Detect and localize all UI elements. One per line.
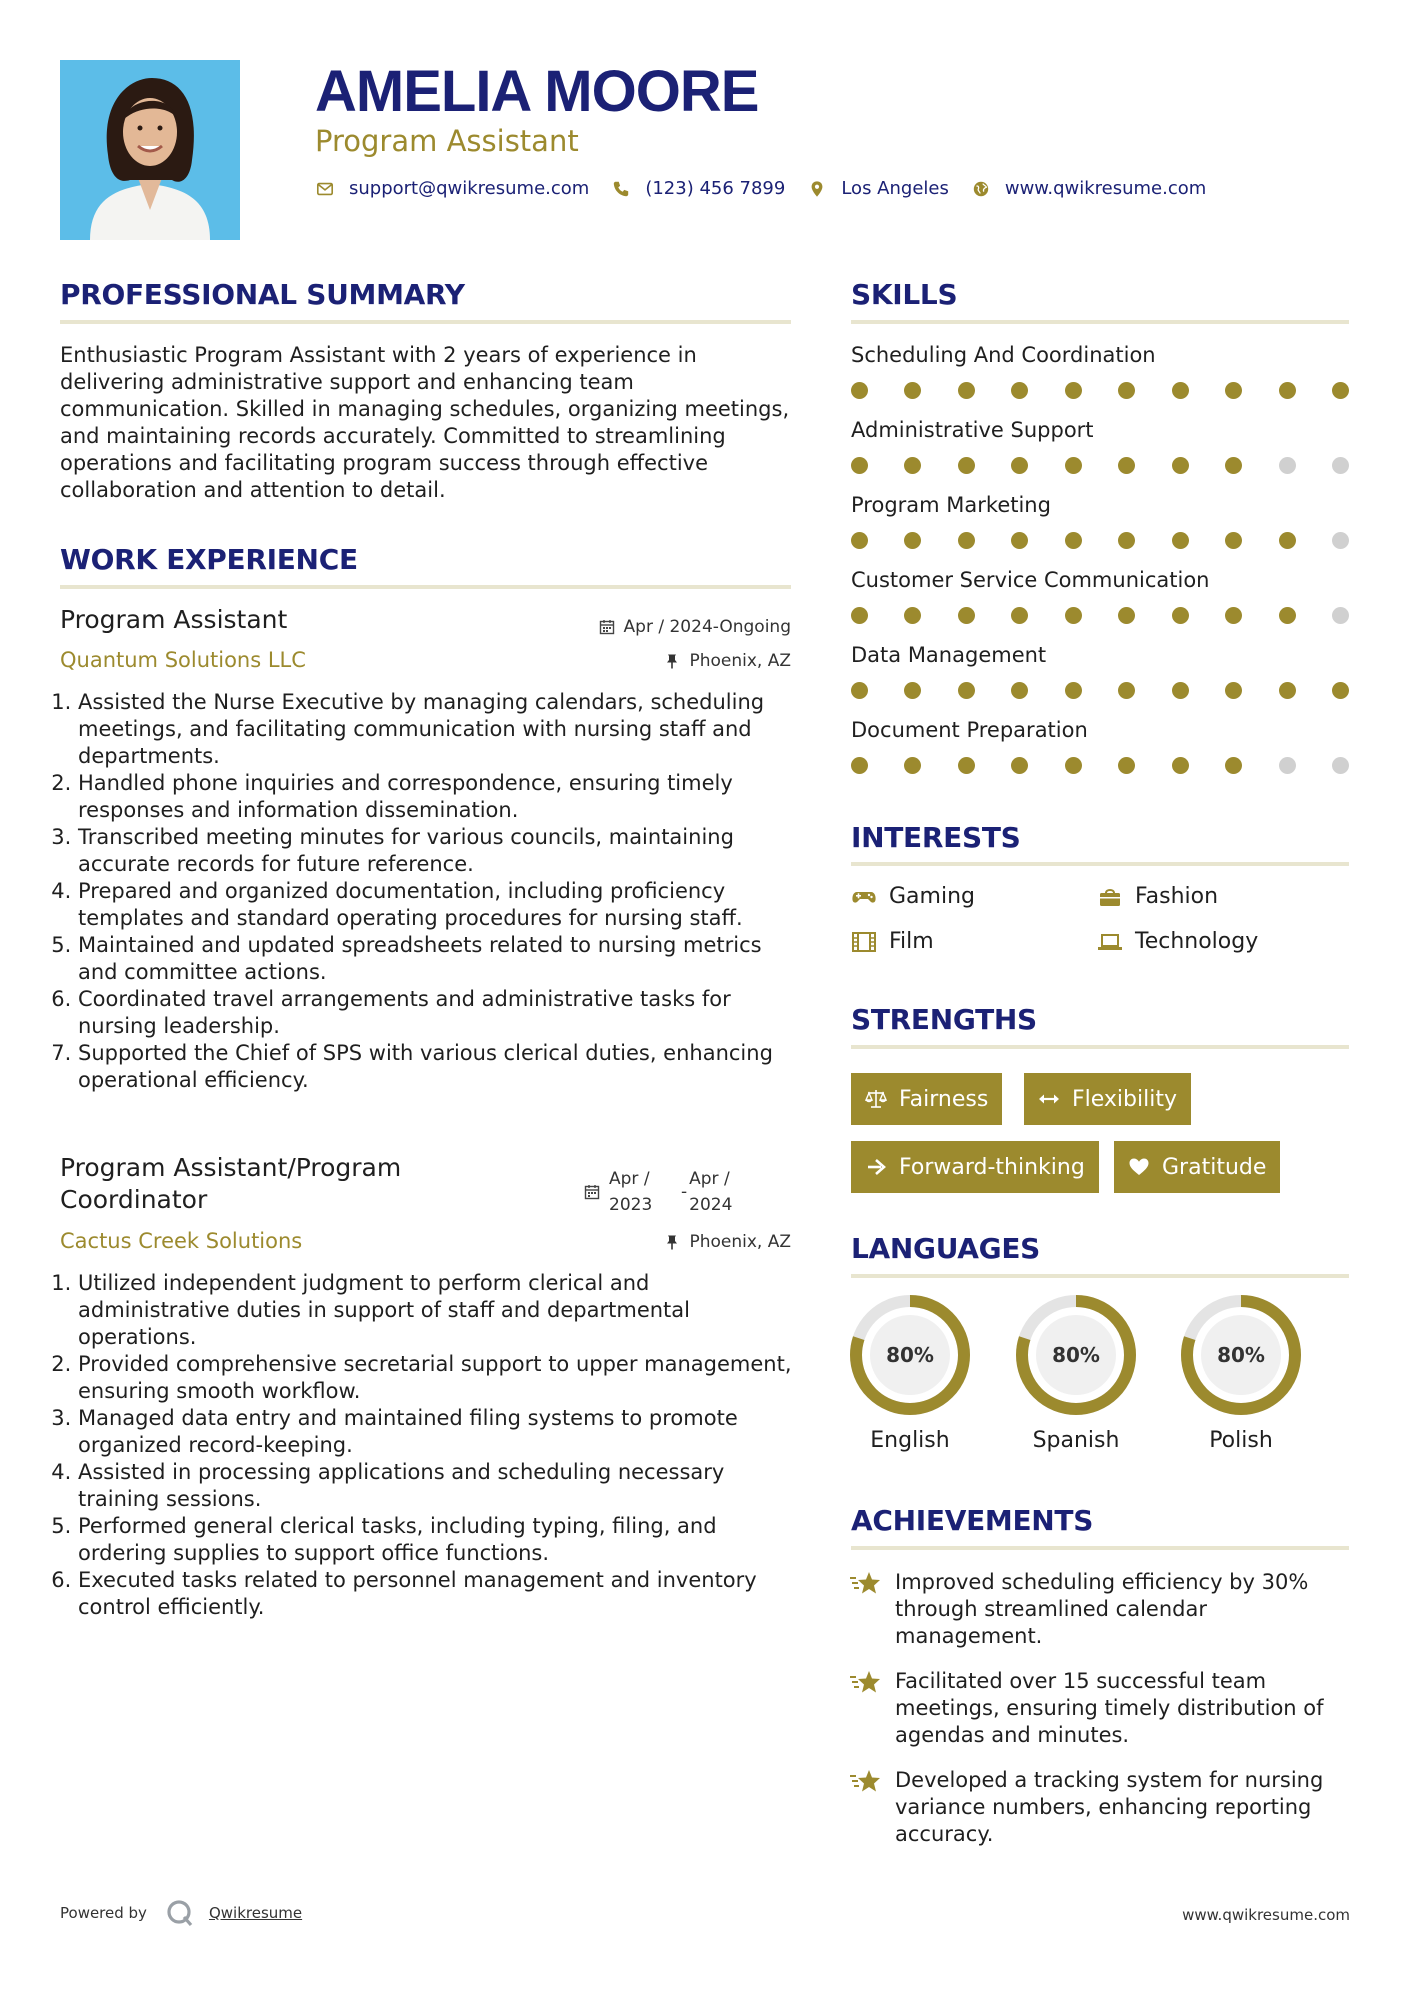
skill-dot-filled	[958, 457, 975, 474]
skill-dot-filled	[1118, 382, 1135, 399]
skill-dot-filled	[1279, 607, 1296, 624]
skill-dot-empty	[1332, 607, 1349, 624]
pushpin-icon	[664, 653, 680, 669]
interest-item	[1097, 929, 1258, 954]
skill-dot-filled	[1172, 382, 1189, 399]
contact-website-text: www.qwikresume.com	[1004, 178, 1207, 199]
list-item: 2. Handled phone inquiries and correspondence, ensuring timely responses and information dissemination.	[78, 770, 795, 824]
strength-tag	[851, 1073, 1002, 1125]
skill-dot-empty	[1279, 757, 1296, 774]
language-ring	[1180, 1294, 1302, 1416]
job-company: Cactus Creek Solutions	[60, 1229, 303, 1253]
summary-heading: PROFESSIONAL SUMMARY	[60, 278, 465, 311]
skill-dot-filled	[851, 382, 868, 399]
job-date	[584, 1166, 747, 1218]
languages-heading: LANGUAGES	[851, 1232, 1041, 1265]
job-role: Program Assistant/Program Coordinator	[60, 1153, 402, 1214]
skill-dot-filled	[904, 532, 921, 549]
skill-dot-filled	[1279, 382, 1296, 399]
language-name: Spanish	[1032, 1428, 1120, 1453]
achievement-text: Facilitated over 15 successful team meetings, ensuring timely distribution of agendas and minutes.	[895, 1669, 1324, 1747]
interest-label: Technology	[1135, 929, 1259, 954]
language-ring	[849, 1294, 971, 1416]
laptop-icon	[1097, 931, 1123, 953]
skill-dot-filled	[1011, 532, 1028, 549]
skill-dot-filled	[1225, 457, 1242, 474]
interest-item	[851, 929, 934, 954]
skill-dot-filled	[1225, 382, 1242, 399]
job-date-start: Apr / 2023	[609, 1169, 653, 1215]
skill-dot-filled	[1279, 532, 1296, 549]
job-bullets	[60, 689, 795, 1094]
skill-dot-empty	[1279, 457, 1296, 474]
phone-icon	[611, 179, 631, 199]
arrow-right-icon	[865, 1156, 887, 1178]
achievements-divider	[851, 1546, 1349, 1550]
list-item: 3. Transcribed meeting minutes for various councils, maintaining accurate records for future reference.	[78, 824, 795, 878]
list-item: 5. Performed general clerical tasks, including typing, filing, and ordering supplies to support office functions.	[78, 1513, 795, 1567]
language-item	[849, 1294, 971, 1453]
skill-dot-filled	[904, 457, 921, 474]
skill-dot-filled	[1065, 532, 1082, 549]
list-item: 5. Maintained and updated spreadsheets related to nursing metrics and committee actions.	[78, 932, 795, 986]
footer-powered-by	[60, 1898, 302, 1928]
skill-dot-filled	[958, 682, 975, 699]
language-percent: 80%	[1217, 1343, 1265, 1367]
strength-tag	[1114, 1141, 1280, 1193]
strengths-divider	[851, 1045, 1349, 1049]
achievements-heading: ACHIEVEMENTS	[851, 1504, 1094, 1537]
skill-label: Document Preparation	[851, 718, 1088, 742]
list-item: 4. Assisted in processing applications and scheduling necessary training sessions.	[78, 1459, 795, 1513]
scale-icon	[865, 1088, 887, 1110]
star-award-icon	[849, 1569, 883, 1599]
list-item: 2. Provided comprehensive secretarial support to upper management, ensuring smooth workflow.	[78, 1351, 795, 1405]
achievement-item	[849, 1668, 1345, 1749]
pushpin-icon	[664, 1234, 680, 1250]
achievement-item	[849, 1569, 1345, 1650]
skill-dot-filled	[958, 607, 975, 624]
skill-rating	[851, 682, 1349, 699]
skill-label: Data Management	[851, 643, 1047, 667]
list-item: 4. Prepared and organized documentation, including proficiency templates and standard operating procedures for nursing staff.	[78, 878, 795, 932]
skill-dot-filled	[904, 382, 921, 399]
skill-label: Scheduling And Coordination	[851, 343, 1156, 367]
job-date	[599, 617, 791, 637]
strength-tag	[1024, 1073, 1191, 1125]
skills-heading: SKILLS	[851, 278, 958, 311]
list-item: 1. Utilized independent judgment to perform clerical and administrative duties in support of staff and departmental operations.	[78, 1270, 795, 1351]
list-item: 7. Supported the Chief of SPS with various clerical duties, enhancing operational efficiency.	[78, 1040, 795, 1094]
skill-dot-filled	[904, 682, 921, 699]
interests-divider	[851, 862, 1349, 866]
list-item: 6. Executed tasks related to personnel management and inventory control efficiently.	[78, 1567, 795, 1621]
skill-dot-filled	[1225, 607, 1242, 624]
skill-rating	[851, 757, 1349, 774]
job-location-text: Phoenix, AZ	[689, 1232, 791, 1252]
skill-dot-filled	[851, 682, 868, 699]
skill-dot-filled	[851, 532, 868, 549]
skill-label: Customer Service Communication	[851, 568, 1210, 592]
job-company: Quantum Solutions LLC	[60, 648, 306, 672]
skill-dot-filled	[1065, 382, 1082, 399]
list-item: 1. Assisted the Nurse Executive by managing calendars, scheduling meetings, and facilitating communication with nursing staff and departments.	[78, 689, 795, 770]
contact-bar	[315, 178, 1228, 199]
strength-label: Flexibility	[1072, 1086, 1177, 1112]
skill-dot-filled	[1065, 682, 1082, 699]
skill-dot-filled	[1065, 607, 1082, 624]
skill-dot-empty	[1332, 757, 1349, 774]
film-icon	[851, 931, 877, 953]
languages-divider	[851, 1274, 1349, 1278]
language-name: English	[870, 1428, 950, 1453]
language-ring	[1015, 1294, 1137, 1416]
skill-dot-filled	[851, 457, 868, 474]
language-item	[1015, 1294, 1137, 1453]
list-item: 6. Coordinated travel arrangements and administrative tasks for nursing leadership.	[78, 986, 795, 1040]
language-percent: 80%	[1052, 1343, 1100, 1367]
qwikresume-logo-icon	[165, 1898, 195, 1928]
skill-dot-filled	[851, 757, 868, 774]
skills-divider	[851, 320, 1349, 324]
heart-icon	[1128, 1156, 1150, 1178]
job-role: Program Assistant	[60, 605, 288, 634]
strength-label: Forward-thinking	[899, 1154, 1085, 1180]
skill-dot-filled	[1065, 457, 1082, 474]
experience-heading: WORK EXPERIENCE	[60, 543, 358, 576]
job-date-separator: -	[681, 1182, 688, 1202]
language-item	[1180, 1294, 1302, 1453]
skill-dot-filled	[1065, 757, 1082, 774]
language-percent: 80%	[886, 1343, 934, 1367]
experience-divider	[60, 585, 791, 589]
calendar-icon	[599, 619, 615, 635]
skill-dot-filled	[958, 532, 975, 549]
contact-phone[interactable]	[611, 178, 785, 199]
job-date-text: Apr / 2024-Ongoing	[623, 617, 791, 637]
contact-location	[807, 178, 949, 199]
job-location	[664, 651, 791, 671]
skill-dot-filled	[1011, 382, 1028, 399]
skill-label: Program Marketing	[851, 493, 1051, 517]
achievement-text: Developed a tracking system for nursing variance numbers, enhancing reporting accuracy.	[895, 1768, 1324, 1846]
gamepad-icon	[851, 886, 877, 908]
strength-label: Fairness	[899, 1086, 989, 1112]
skill-label: Administrative Support	[851, 418, 1094, 442]
interest-item	[1097, 884, 1218, 909]
profile-photo	[60, 60, 240, 240]
skill-dot-filled	[1011, 757, 1028, 774]
star-award-icon	[849, 1668, 883, 1698]
calendar-icon	[584, 1184, 600, 1200]
skill-dot-filled	[958, 382, 975, 399]
list-item: 3. Managed data entry and maintained filing systems to promote organized record-keeping.	[78, 1405, 795, 1459]
envelope-icon	[315, 179, 335, 199]
skill-dot-filled	[1011, 607, 1028, 624]
skill-dot-filled	[958, 757, 975, 774]
skill-dot-filled	[1225, 682, 1242, 699]
achievement-text: Improved scheduling efficiency by 30% through streamlined calendar management.	[895, 1570, 1309, 1648]
job-date-end: Apr / 2024	[689, 1169, 733, 1215]
skill-rating	[851, 382, 1349, 399]
contact-website[interactable]	[971, 178, 1206, 199]
summary-divider	[60, 320, 791, 324]
skill-dot-filled	[1172, 457, 1189, 474]
skill-dot-filled	[1172, 757, 1189, 774]
candidate-name: AMELIA MOORE	[315, 59, 759, 124]
skill-dot-filled	[904, 607, 921, 624]
footer-website[interactable]: www.qwikresume.com	[1182, 1906, 1350, 1924]
skill-dot-filled	[1118, 607, 1135, 624]
skill-dot-filled	[851, 607, 868, 624]
contact-phone-text: (123) 456 7899	[645, 178, 786, 199]
skill-dot-filled	[1279, 682, 1296, 699]
interest-label: Fashion	[1135, 884, 1219, 909]
skill-dot-filled	[1332, 382, 1349, 399]
qwikresume-link[interactable]: Qwikresume	[208, 1904, 303, 1922]
skill-dot-filled	[1011, 457, 1028, 474]
skill-dot-filled	[1225, 532, 1242, 549]
skill-dot-filled	[1011, 682, 1028, 699]
contact-email-text: support@qwikresume.com	[349, 178, 590, 199]
skill-dot-filled	[1172, 532, 1189, 549]
skill-dot-filled	[904, 757, 921, 774]
skill-dot-filled	[1118, 532, 1135, 549]
skill-dot-filled	[1332, 682, 1349, 699]
strength-tag	[851, 1141, 1099, 1193]
skill-dot-filled	[1172, 607, 1189, 624]
strength-label: Gratitude	[1162, 1154, 1267, 1180]
handbag-icon	[1097, 886, 1123, 908]
job-location-text: Phoenix, AZ	[689, 651, 791, 671]
skill-rating	[851, 457, 1349, 474]
skill-dot-filled	[1118, 757, 1135, 774]
job-location	[664, 1232, 791, 1252]
map-pin-icon	[807, 179, 827, 199]
skill-dot-filled	[1118, 457, 1135, 474]
star-award-icon	[849, 1767, 883, 1797]
skill-dot-filled	[1225, 757, 1242, 774]
summary-text: Enthusiastic Program Assistant with 2 years of experience in delivering administrative support and enhancing team communication. Skilled in managing schedules, organizing meetings, and maintaining records accurately. Committed to streamlining operations and facilitating program success through effective collaboration and attention to detail.	[60, 343, 790, 502]
interest-label: Gaming	[889, 884, 975, 909]
interest-label: Film	[889, 929, 934, 954]
language-name: Polish	[1209, 1428, 1273, 1453]
interests-heading: INTERESTS	[851, 821, 1021, 854]
skill-rating	[851, 532, 1349, 549]
job-bullets	[60, 1270, 795, 1621]
achievement-item	[849, 1767, 1345, 1848]
skill-dot-empty	[1332, 532, 1349, 549]
skill-dot-filled	[1118, 682, 1135, 699]
skill-dot-filled	[1172, 682, 1189, 699]
strengths-heading: STRENGTHS	[851, 1003, 1037, 1036]
globe-icon	[971, 179, 991, 199]
contact-email[interactable]	[315, 178, 589, 199]
contact-location-text: Los Angeles	[841, 178, 949, 199]
arrows-horizontal-icon	[1038, 1088, 1060, 1110]
skill-rating	[851, 607, 1349, 624]
candidate-title: Program Assistant	[315, 124, 579, 158]
powered-by-label: Powered by	[60, 1904, 147, 1922]
skill-dot-empty	[1332, 457, 1349, 474]
interest-item	[851, 884, 975, 909]
